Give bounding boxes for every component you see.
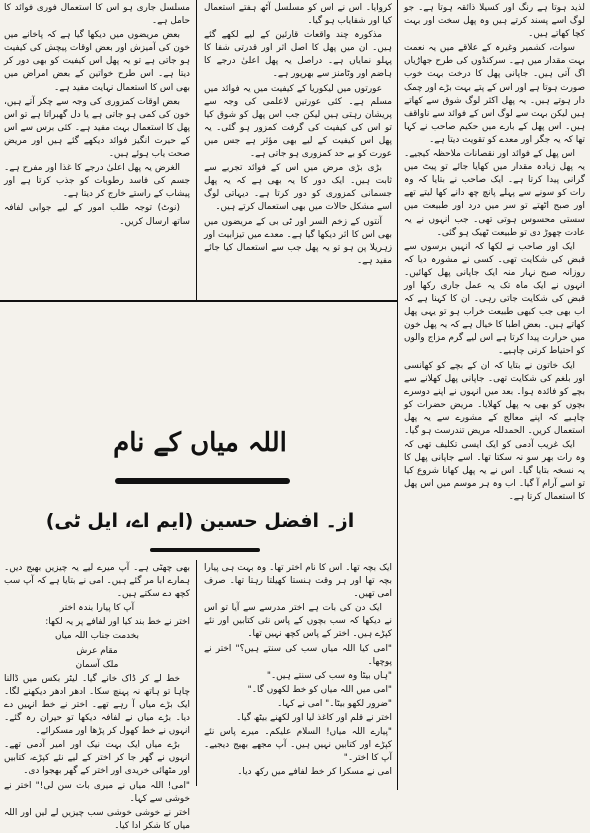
middle-column-paragraph: عورتوں میں لیکوریا کے کیفیت میں یہ فوائد میں مسلم ہے۔ کئی عورتیں لاعلمی کی وجہ سے پریشان رہتی ہیں لیکن جب اس پھل کو شوق کیا تو اس کی کیفیت کی گرفت کمزور ہو گئی۔ یہ پھل اس کیفیت کے لیے بھی مؤثر ہے جس میں عورت کو بے حد کمزوری ہو جاتی ہے۔ [204, 83, 392, 160]
article-paragraph: بھی چھٹی ہے۔ آپ میرے لیے یہ چیزیں بھیج دیں۔ ہمارے ابا مر گئے ہیں۔ امی نے بتایا ہے کہ آپ سب کچھ دے سکتے ہیں۔ [4, 563, 190, 600]
right-column-paragraph: ایک غریب آدمی کو ایک ایسی تکلیف تھی کہ وہ رات بھر سو نہ سکتا تھا۔ اسے جاپانی پھل کا یہ نسخہ بتایا گیا۔ اس نے یہ پھل کھانا شروع کیا تو اسے آرام آ گیا۔ اب وہ ہر موسم میں اس پھل کا استعمال کرتا ہے۔ [404, 440, 585, 503]
article-paragraph: اختر نے خط بند کیا اور لفافے پر یہ لکھا: [45, 617, 190, 628]
envelope-address-line: ملک آسمان [75, 659, 119, 670]
article-title: اللہ میاں کے نام [113, 428, 287, 458]
middle-column-paragraph: کروایا۔ اس نے اس کو مسلسل آٹھ ہفتے استعمال کیا اور شفایاب ہو گیا۔ [204, 3, 392, 27]
article-paragraph: "ہاں بیٹا وہ سب کی سنتے ہیں۔" [266, 670, 392, 681]
left-column-paragraph: مسلسل جاری ہو اس کا استعمال فوری فوائد کا حامل ہے۔ [4, 3, 190, 27]
middle-column [204, 2, 392, 296]
envelope-address-line: بخدمت جناب اللہ میاں [55, 631, 139, 642]
article-paragraph: خط لے کر ڈاک خانے گیا۔ لیٹر بکس میں ڈالنا چاہا تو ہاتھ نہ پہنچ سکا۔ ادھر ادھر دیکھنے لگا۔ ایک بڑے میاں آ رہے تھے۔ اختر نے خط انہیں دے دیا۔ بڑے میاں نے لفافہ دیکھا تو حیران رہ گئے۔ انہوں نے خط کھول کر پڑھا اور مسکرائے۔ [4, 673, 190, 737]
right-column-paragraph: ایک اور صاحب نے لکھا کہ انہیں برسوں سے قبض کی شکایت تھی۔ کسی نے مشورہ دیا کہ روزانہ صبح نہار منہ ایک جاپانی پھل کھائیں۔ انہوں نے ایک ماہ تک یہ عمل جاری رکھا اور قبض کی شکایت جاتی رہی۔ ان کا کہنا ہے کہ اب بھی جب کبھی طبیعت خراب ہو تو یہی پھل کھاتے ہیں۔ بعض اطبا کا خیال ہے کہ یہ پھل خون میں حرارت پیدا کرتا ہے اس لیے گرم مزاج والوں کو احتیاط کرنی چاہیے۔ [404, 241, 585, 357]
left-column [4, 2, 190, 296]
left-column-paragraph: (نوٹ) توجہ طلب امور کے لیے جوابی لفافہ ساتھ ارسال کریں۔ [4, 203, 190, 227]
article-byline: از۔ افضل حسین (ایم اے، ایل ٹی) [45, 510, 355, 532]
article-paragraph: اختر نے قلم اور کاغذ لیا اور لکھنے بیٹھ گیا۔ [236, 713, 392, 724]
left-column-paragraph: بعض اوقات کمزوری کی وجہ سے چکر آتے ہیں، خون کی کمی ہو جاتی ہے یا دل گھبراتا ہے تو اس پھل کا استعمال بہت مفید ہے۔ کئی برس سے اس کے حیرت انگیز فوائد دیکھے گئے ہیں اور مریض صحت یاب ہوئے ہیں۔ [4, 96, 190, 160]
article-column-divider [196, 560, 197, 786]
article-right-column [204, 562, 392, 788]
article-paragraph: "امی! اللہ میاں نے میری بات سن لی!" اختر نے خوشی سے کہا۔ [4, 780, 190, 804]
article-paragraph: ایک بچہ تھا۔ اس کا نام اختر تھا۔ وہ بہت ہی پیارا بچہ تھا اور ہر وقت ہنستا کھیلتا رہتا تھا۔ صرف امی تھیں۔ [204, 563, 392, 600]
letter-signature: آپ کا پیارا بندہ اختر [59, 603, 135, 614]
article-paragraph: بڑے میاں ایک بہت نیک اور امیر آدمی تھے۔ انہوں نے گھر جا کر اختر کے لیے نئے کپڑے، کتابیں اور مٹھائی خریدی اور اختر کے گھر بھجوا دی۔ [4, 740, 190, 777]
article-paragraph: "امی کیا اللہ میاں سب کی سنتے ہیں؟" اختر نے پوچھا۔ [204, 643, 392, 667]
article-left-column [4, 562, 190, 831]
article-paragraph: "ضرور لکھو بیٹا۔" امی نے کہا۔ [277, 698, 392, 709]
left-column-paragraph: الغرض یہ پھل اعلیٰ درجے کا غذا اور مفرح ہے۔ جسم کی فاسد رطوبات کو جذب کرتا ہے اور پیشاب کے راستے خارج کر دیتا ہے۔ [4, 163, 190, 200]
article-paragraph: اختر نے خوشی خوشی سب چیزیں لے لیں اور اللہ میاں کا شکر ادا کیا۔ [4, 807, 190, 831]
article-paragraph: امی نے مسکرا کر خط لفافے میں رکھ دیا۔ [237, 767, 392, 778]
right-column-paragraph: اس پھل کے فوائد اور نقصانات ملاحظہ کیجیے۔ یہ پھل زیادہ مقدار میں کھایا جائے تو پیٹ میں گرانی پیدا کرتا ہے۔ ایک صاحب نے بتایا کہ وہ رات کو سونے سے پہلے پانچ چھ دانے کھا لیتے تھے اور صبح اٹھتے تو سر میں درد اور طبیعت میں سستی محسوس ہوتی تھی۔ جب انہوں نے یہ عادت چھوڑ دی تو طبیعت ٹھیک ہو گئی۔ [404, 149, 585, 238]
right-column-paragraph: لذید ہوتا ہے رنگ اور کسیلا ذائقہ ہوتا ہے۔ جو لوگ اسے پسند کرتے ہیں وہ پھل سخت اور بہت کچا کھاتے ہیں۔ [404, 3, 585, 40]
column-divider-middle [196, 0, 197, 300]
left-column-paragraph: بعض مریضوں میں دیکھا گیا ہے کہ پاخانے میں خون کی آمیزش اور بعض اوقات پیچش کی کیفیت ہو جاتی ہے تو یہ پھل اس کیفیت کو بھی دور کر دیتا ہے۔ اس طرح خواتین کے بعض امراض میں بھی اس کا استعمال نہایت مفید ہے۔ [4, 30, 190, 93]
title-underline-bar [115, 478, 290, 484]
middle-column-paragraph: آنتوں کے زخم السر اور ٹی بی کے مریضوں میں بھی اس کا اثر دیکھا گیا ہے۔ معدے میں تیزابیت اور زہریلا پن ہو تو یہ پھل جب سے استعمال کیا جائے مفید ہے۔ [204, 216, 392, 266]
column-divider-right [397, 0, 398, 790]
article-paragraph: "امی میں اللہ میاں کو خط لکھوں گا۔" [247, 684, 392, 695]
middle-column-paragraph: مذکورہ چند واقعات قارئین کے لیے لکھے گئے ہیں۔ ان میں پھل کا اصل اثر اور قدرتی شفا کا پہلو نمایاں ہے۔ دراصل یہ پھل اعلیٰ درجے کا ہاضم اور وٹامنز سے بھرپور ہے۔ [204, 30, 392, 80]
article-top-rule [0, 300, 397, 302]
byline-underline-bar [150, 548, 260, 552]
article-paragraph: ایک دن کی بات ہے اختر مدرسے سے آیا تو اس نے دیکھا کہ سب بچوں کے پاس نئی کتابیں اور نئے کپڑے ہیں۔ اختر کے پاس کچھ نہیں تھا۔ [204, 603, 392, 640]
right-column [404, 2, 585, 788]
article-paragraph: "پیارے اللہ میاں! السلام علیکم۔ میرے پاس نئے کپڑے اور کتابیں نہیں ہیں۔ آپ مجھے بھیج دیجیے۔ آپ کا اختر۔" [204, 727, 392, 764]
right-column-paragraph: سوات، کشمیر وغیرہ کے علاقے میں یہ نعمت بہت مقدار میں ہے۔ سرکنڈوں کی طرح جھاڑیاں اگ آتی ہیں۔ جاپانی پھل کا درخت بہت خوب صورت ہوتا ہے اور اس کے پتے بہت بڑے اور چمک دار ہوتے ہیں۔ یہ پھل اکثر لوگ شوق سے کھاتے ہیں لیکن بہت سے لوگ اس کے فوائد سے ناواقف ہیں۔ اس پھل کے بارے میں حکیم صاحب نے کہا تھا کہ یہ جگر اور معدے کو تقویت دیتا ہے۔ [404, 43, 585, 145]
envelope-address-line: مقام عرش [76, 645, 118, 656]
right-column-paragraph: ایک خاتون نے بتایا کہ ان کے بچے کو کھانسی اور بلغم کی شکایت تھی۔ جاپانی پھل کھلانے سے بچے کو فائدہ ہوا۔ بعد میں انہوں نے اپنے دوسرے بچوں کو بھی یہ پھل کھلایا۔ مریض حضرات کو چاہیے کہ اپنے معالج کے مشورے سے یہ پھل استعمال کریں۔ الحمدللہ مریض تندرست ہو گیا۔ [404, 360, 585, 436]
middle-column-paragraph: بڑی بڑی مرض میں اس کے فوائد تجربے سے ثابت ہیں۔ ایک دور کا یہ بھی ہے کہ یہ پھل جسمانی کمزوری کو دور کرتا ہے۔ دیہاتی لوگ اسے مشکل حالات میں بھی استعمال کرتے ہیں۔ [204, 163, 392, 213]
